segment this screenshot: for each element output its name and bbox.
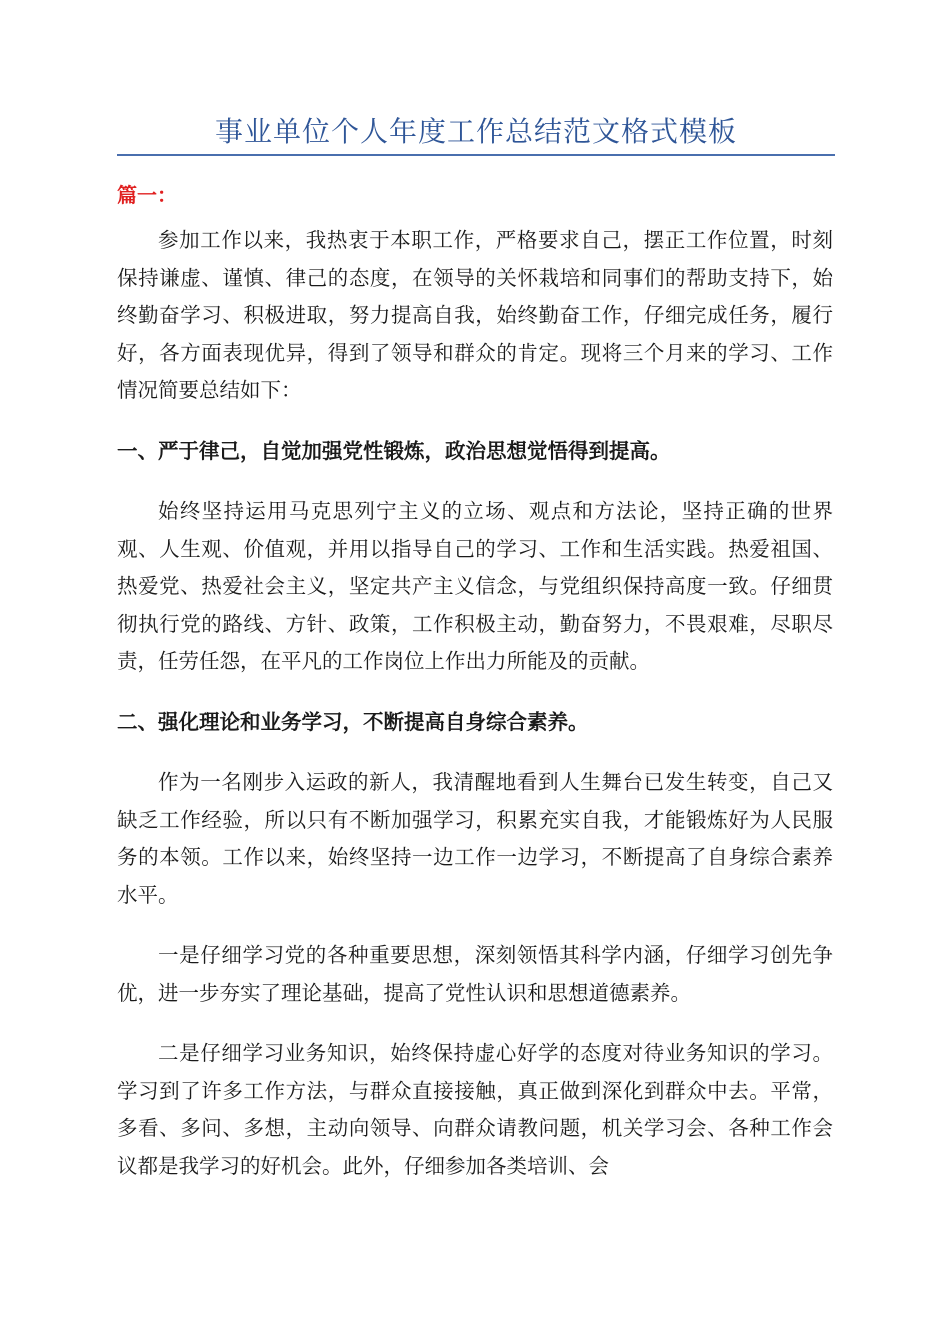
title-underline xyxy=(117,154,835,156)
paragraph-2: 作为一名刚步入运政的新人，我清醒地看到人生舞台已发生转变，自己又缺乏工作经验，所以只有不断加强学习，积累充实自我，才能锻炼好为人民服务的本领。工作以来，始终坚持一边工作一边学习，不断提高了自身综合素养水平。 xyxy=(117,770,833,907)
section-heading-2: 二、强化理论和业务学习，不断提高自身综合素养。 xyxy=(117,709,589,734)
section-heading-1: 一、严于律己，自觉加强党性锻炼，政治思想觉悟得到提高。 xyxy=(117,438,671,463)
paragraph-3: 一是仔细学习党的各种重要思想，深刻领悟其科学内涵，仔细学习创先争优，进一步夯实了理论基础，提高了党性认识和思想道德素养。 xyxy=(117,943,833,1005)
paragraph-1: 始终坚持运用马克思列宁主义的立场、观点和方法论，坚持正确的世界观、人生观、价值观，并用以指导自己的学习、工作和生活实践。热爱祖国、热爱党、热爱社会主义，坚定共产主义信念，与党组织保持高度一致。仔细贯彻执行党的路线、方针、政策，工作积极主动，勤奋努力，不畏艰难，尽职尽责，任劳任怨，在平凡的工作岗位上作出力所能及的贡献。 xyxy=(117,499,833,673)
document-title: 事业单位个人年度工作总结范文格式模板 xyxy=(214,115,737,148)
section-label: 篇一： xyxy=(117,183,177,207)
document-body xyxy=(117,222,833,1208)
intro-paragraph: 参加工作以来，我热衷于本职工作，严格要求自己，摆正工作位置，时刻保持谦虚、谨慎、律己的态度，在领导的关怀栽培和同事们的帮助支持下，始终勤奋学习、积极进取，努力提高自我，始终勤奋工作，仔细完成任务，履行好，各方面表现优异，得到了领导和群众的肯定。现将三个月来的学习、工作情况简要总结如下： xyxy=(117,228,833,402)
paragraph-4: 二是仔细学习业务知识，始终保持虚心好学的态度对待业务知识的学习。学习到了许多工作方法，与群众直接接触，真正做到深化到群众中去。平常，多看、多问、多想，主动向领导、向群众请教问题，机关学习会、各种工作会议都是我学习的好机会。此外，仔细参加各类培训、会 xyxy=(117,1041,833,1178)
